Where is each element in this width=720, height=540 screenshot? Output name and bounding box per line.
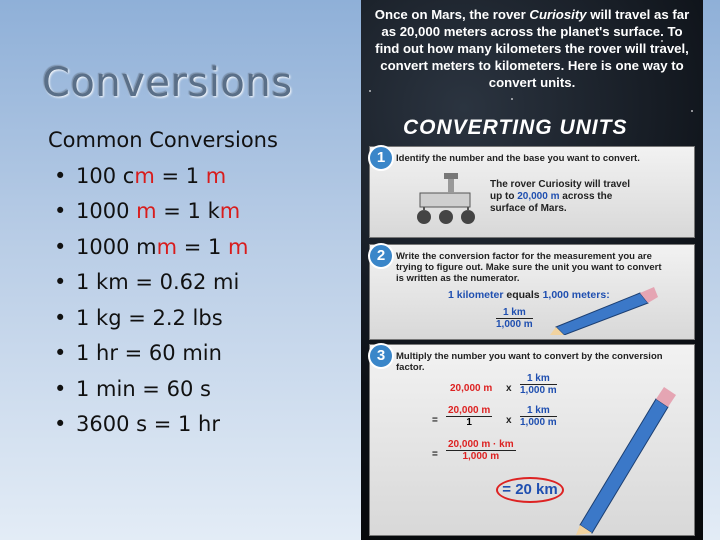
poster-intro: Once on Mars, the rover Curiosity will travel as far as 20,000 meters across the planet's surface. To find out how many kilometers the rover will travel, convert meters to kilometers. Here is one way to convert units.: [374, 7, 690, 90]
list-item: • 100 cm = 1 m: [48, 159, 278, 195]
step-1-panel: [369, 146, 695, 238]
row2-fraction-b: $\frac{1 km}{1,000 m}$: [520, 405, 557, 428]
poster-banner: CONVERTING UNITS: [403, 116, 628, 139]
step-2-text: Write the conversion factor for the measurement you are trying to figure out. Make sure the unit you want to convert is written as the numerator.: [396, 251, 662, 284]
list-item: • 1 hr = 60 min: [48, 336, 278, 372]
row1-times: x: [506, 383, 512, 394]
list-item: • 1 kg = 2.2 lbs: [48, 301, 278, 337]
step-number: 1: [368, 145, 394, 171]
list-item: • 1 min = 60 s: [48, 372, 278, 408]
row2-equals: =: [432, 415, 438, 426]
list-item: • 1000 m = 1 km: [48, 194, 278, 230]
conversion-list: [48, 159, 278, 443]
list-item: • 1000 mm = 1 m: [48, 230, 278, 266]
row2-times: x: [506, 415, 512, 426]
converting-units-poster: [361, 0, 703, 540]
row1-value: 20,000 m: [450, 383, 493, 394]
list-item: • 3600 s = 1 hr: [48, 407, 278, 443]
pencil-icon: [550, 287, 660, 335]
row3-equals: =: [432, 449, 438, 460]
row3-fraction: $\frac{20,000 m \cdot km}{1,000 m}$: [448, 439, 514, 462]
step-3-text: Multiply the number you want to convert by the conversion factor.: [396, 351, 663, 373]
step-number: 2: [368, 243, 394, 269]
step-3-panel: [369, 344, 695, 536]
common-conversions-heading: Common Conversions: [48, 128, 278, 152]
conversion-factor-line: 1 kilometer equals 1,000 meters:: [448, 289, 610, 301]
slide-title: Conversions: [42, 60, 293, 106]
slide-body: [48, 123, 278, 443]
conversion-fraction: $\frac{1 km}{1,000 m}$: [496, 307, 533, 330]
answer-highlight: = 20 km: [496, 477, 564, 503]
rover-caption: The rover Curiosity will travel up to 20,000 m across the surface of Mars.: [490, 179, 631, 214]
row1-fraction: $\frac{1 km}{1,000 m}$: [520, 373, 557, 396]
pencil-icon: [570, 385, 680, 535]
step-1-text: Identify the number and the base you want to convert.: [396, 153, 640, 164]
step-number: 3: [368, 343, 394, 369]
list-item: • 1 km = 0.62 mi: [48, 265, 278, 301]
rover-icon: [410, 171, 484, 231]
step-2-panel: [369, 244, 695, 340]
row2-fraction-a: $\frac{20,000 m}{1}$: [448, 405, 491, 428]
